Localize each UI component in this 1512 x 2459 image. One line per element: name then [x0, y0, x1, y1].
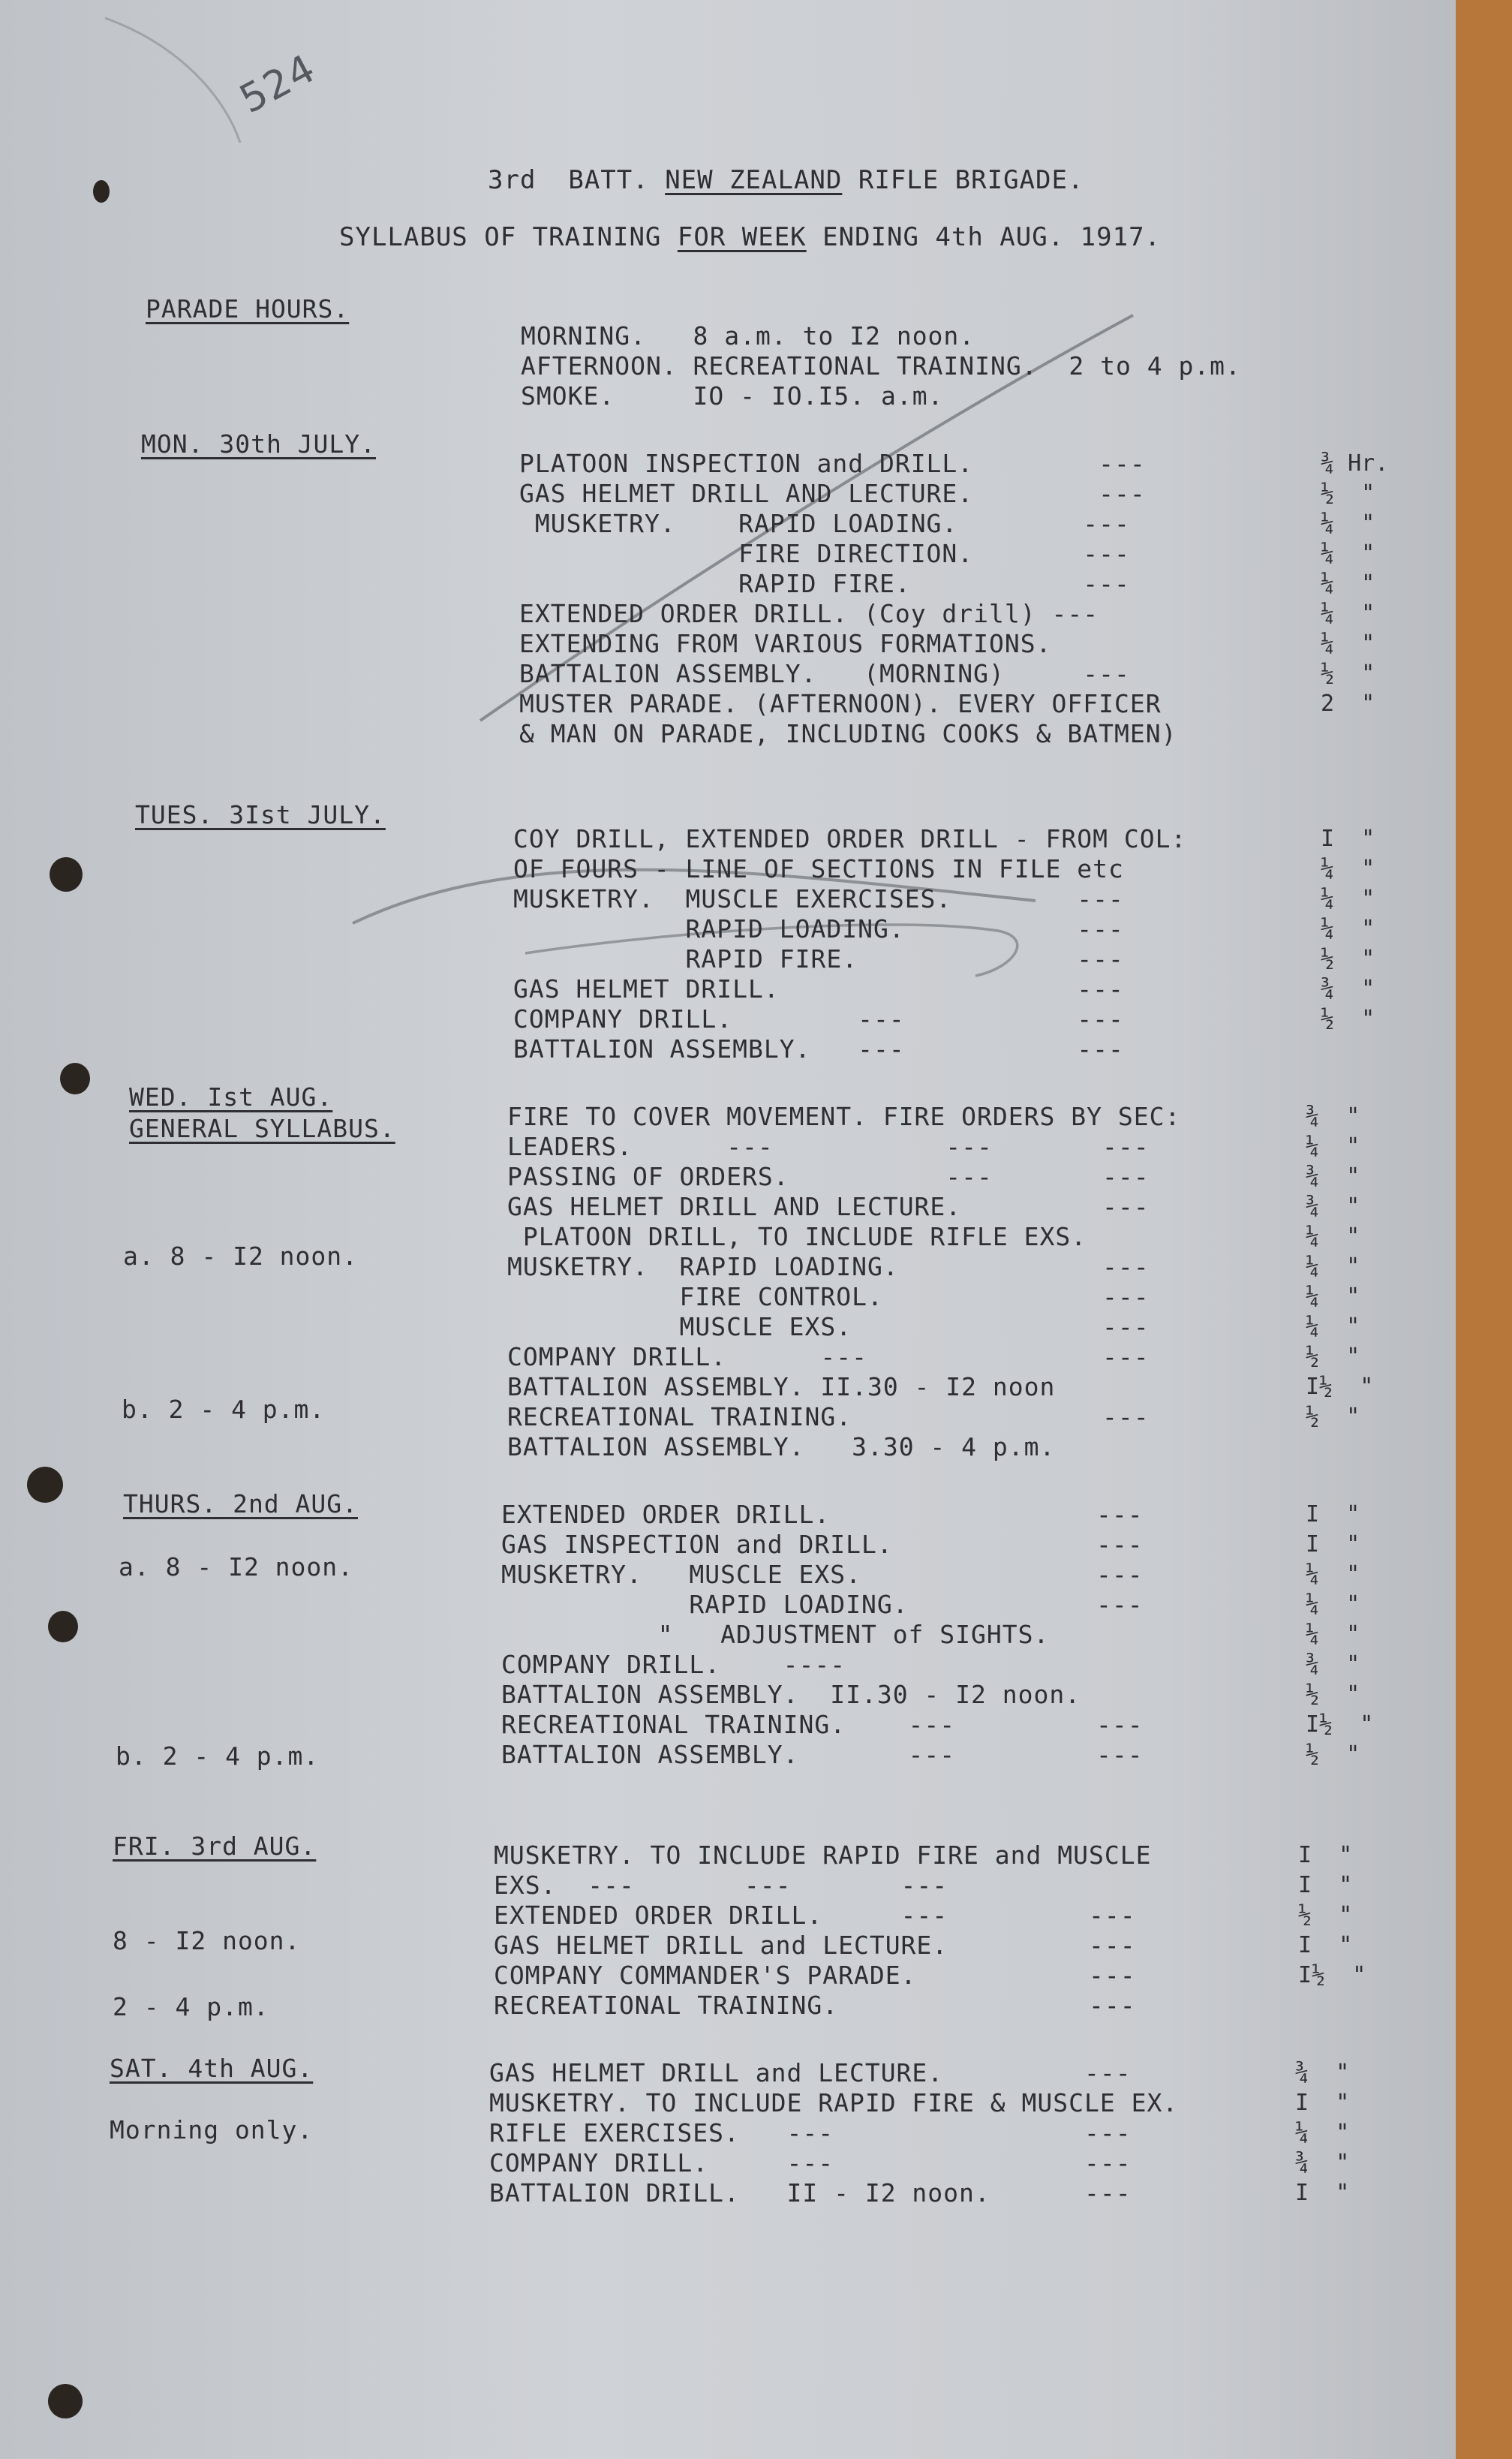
entry-line: BATTALION ASSEMBLY. 3.30 - 4 p.m.	[507, 1432, 1056, 1461]
entry-line: EXTENDING FROM VARIOUS FORMATIONS.	[519, 629, 1052, 658]
morning-only-note: Morning only.	[110, 2115, 314, 2144]
entry-line: MUSTER PARADE. (AFTERNOON). EVERY OFFICER	[519, 689, 1162, 718]
parade-hours-line: SMOKE. IO - IO.I5. a.m.	[521, 381, 944, 411]
hours-value: I "	[1295, 2180, 1350, 2206]
entry-line: BATTALION ASSEMBLY. --- ---	[513, 1034, 1124, 1064]
hours-value: ½ "	[1321, 661, 1375, 687]
entry-line: MUSKETRY. TO INCLUDE RAPID FIRE and MUSCLE	[494, 1840, 1152, 1870]
hours-value: ¼ "	[1321, 856, 1375, 882]
hours-value: I½ "	[1306, 1711, 1374, 1738]
friday-entries	[494, 1840, 1151, 2021]
title-for-week: FOR WEEK	[677, 222, 807, 252]
hours-value: ¼ "	[1295, 2120, 1350, 2146]
entry-line: EXTENDED ORDER DRILL. --- ---	[494, 1901, 1136, 1930]
day-label-thursday: THURS. 2nd AUG.	[123, 1489, 359, 1518]
time-slot-afternoon: b. 2 - 4 p.m.	[122, 1395, 326, 1424]
day-label-wednesday: WED. Ist AUG.	[129, 1082, 333, 1112]
entry-line: & MAN ON PARADE, INCLUDING COOKS & BATMEN)	[519, 719, 1177, 748]
hours-value: ¾ "	[1321, 976, 1375, 1002]
hours-value: ½ "	[1321, 1006, 1375, 1032]
hours-value: ½ "	[1321, 946, 1375, 972]
entry-line: RECREATIONAL TRAINING. ---	[507, 1402, 1150, 1431]
hours-value: ¾ "	[1306, 1651, 1360, 1678]
hours-value: ¼ "	[1321, 916, 1375, 942]
hours-value: ¼ "	[1321, 600, 1375, 627]
hours-value: ½ "	[1306, 1404, 1360, 1430]
thursday-hours	[1306, 1500, 1373, 1770]
hours-value: I "	[1306, 1501, 1360, 1527]
entry-line: RECREATIONAL TRAINING. --- ---	[501, 1710, 1144, 1739]
archive-number: 524	[233, 45, 324, 123]
parade-hours-line: AFTERNOON. RECREATIONAL TRAINING. 2 to 4 p.m.	[521, 351, 1241, 381]
entry-line: MUSKETRY. RAPID LOADING. ---	[519, 509, 1130, 538]
entry-line: MUSKETRY. RAPID LOADING. ---	[507, 1252, 1150, 1281]
hours-value: ¼ "	[1321, 631, 1375, 657]
day-label-saturday: SAT. 4th AUG.	[110, 2054, 314, 2083]
entry-line: GAS HELMET DRILL AND LECTURE. ---	[519, 479, 1146, 508]
day-label-tuesday: TUES. 3Ist JULY.	[135, 800, 386, 829]
entry-line: RAPID FIRE. ---	[513, 944, 1124, 974]
hours-value: I "	[1298, 1932, 1353, 1958]
day-label-friday: FRI. 3rd AUG.	[113, 1831, 317, 1861]
wednesday-entries	[507, 1102, 1180, 1462]
hours-value: I½ "	[1306, 1374, 1374, 1400]
hours-value: I "	[1306, 1531, 1360, 1558]
hours-value: ¼ "	[1306, 1133, 1360, 1160]
hours-value: ¼ "	[1321, 886, 1375, 912]
entry-line: GAS HELMET DRILL and LECTURE. ---	[489, 2058, 1132, 2087]
entry-line: GAS HELMET DRILL AND LECTURE. ---	[507, 1192, 1150, 1221]
entry-line: EXTENDED ORDER DRILL. ---	[501, 1500, 1144, 1529]
hours-value: I½ "	[1298, 1962, 1366, 1988]
entry-line: BATTALION DRILL. II - I2 noon. ---	[489, 2178, 1132, 2208]
hours-value: ¼ "	[1306, 1223, 1360, 1250]
hours-value: ¾ "	[1306, 1193, 1360, 1220]
entry-line: FIRE CONTROL. ---	[507, 1282, 1150, 1311]
time-slot-morning: a. 8 - I2 noon.	[123, 1242, 359, 1271]
entry-line: COY DRILL, EXTENDED ORDER DRILL - FROM COL:	[513, 824, 1187, 853]
title-unit: NEW ZEALAND	[665, 165, 843, 195]
entry-line: GAS HELMET DRILL and LECTURE. ---	[494, 1931, 1136, 1960]
time-slot-afternoon: b. 2 - 4 p.m.	[116, 1741, 320, 1771]
entry-line: MUSCLE EXS. ---	[507, 1312, 1150, 1341]
day-label-monday: MON. 30th JULY.	[141, 429, 377, 459]
title-line-1	[488, 165, 1084, 195]
entry-line: PASSING OF ORDERS. --- ---	[507, 1162, 1150, 1191]
time-slot-morning: a. 8 - I2 noon.	[119, 1552, 354, 1582]
time-slot-morning: 8 - I2 noon.	[113, 1926, 301, 1955]
entry-line: RAPID LOADING. ---	[501, 1590, 1144, 1619]
hours-value: 2 "	[1321, 691, 1375, 717]
thursday-entries	[501, 1500, 1144, 1770]
entry-line: MUSKETRY. MUSCLE EXS. ---	[501, 1560, 1144, 1589]
entry-line: MUSKETRY. TO INCLUDE RAPID FIRE & MUSCLE EX.	[489, 2088, 1179, 2117]
hours-value: ¼ "	[1306, 1284, 1360, 1310]
entry-line: RIFLE EXERCISES. --- ---	[489, 2118, 1132, 2147]
hours-value: I "	[1298, 1842, 1353, 1868]
entry-line: GAS INSPECTION and DRILL. ---	[501, 1530, 1144, 1559]
hours-value: ¾ "	[1295, 2150, 1350, 2176]
entry-line: OF FOURS - LINE OF SECTIONS IN FILE etc	[513, 854, 1124, 883]
time-slot-afternoon: 2 - 4 p.m.	[113, 1992, 269, 2021]
hours-value: ¾ Hr.	[1321, 450, 1389, 477]
hours-value: ¼ "	[1306, 1314, 1360, 1340]
hours-value: ¼ "	[1306, 1591, 1360, 1618]
saturday-hours	[1295, 2058, 1349, 2208]
entry-line: EXTENDED ORDER DRILL. (Coy drill) ---	[519, 599, 1099, 628]
hours-value: I "	[1295, 2090, 1350, 2116]
entry-line: COMPANY DRILL. ----	[501, 1650, 846, 1679]
entry-line: COMPANY DRILL. --- ---	[507, 1342, 1150, 1371]
hours-value: ½ "	[1306, 1344, 1360, 1370]
title-week-ending: ENDING 4th AUG. 1917.	[822, 222, 1162, 252]
title-batt: 3rd BATT.	[488, 165, 649, 195]
entry-line: BATTALION ASSEMBLY. II.30 - I2 noon.	[501, 1680, 1081, 1709]
entry-line: PLATOON DRILL, TO INCLUDE RIFLE EXS.	[507, 1222, 1087, 1251]
entry-line: GAS HELMET DRILL. ---	[513, 974, 1124, 1004]
general-syllabus-label: GENERAL SYLLABUS.	[129, 1114, 395, 1143]
parade-hours-label: PARADE HOURS.	[146, 294, 350, 324]
monday-hours	[1321, 449, 1388, 719]
hours-value: ¾ "	[1295, 2060, 1350, 2086]
title-line-2	[339, 222, 1161, 252]
hours-value: ¼ "	[1321, 510, 1375, 537]
entry-line: RECREATIONAL TRAINING. ---	[494, 1991, 1136, 2020]
monday-entries	[519, 449, 1177, 749]
hours-value: ¼ "	[1321, 540, 1375, 567]
entry-line: LEADERS. --- --- ---	[507, 1132, 1150, 1161]
entry-line: RAPID LOADING. ---	[513, 914, 1124, 944]
entry-line: BATTALION ASSEMBLY. II.30 - I2 noon	[507, 1372, 1056, 1401]
entry-line: " ADJUSTMENT of SIGHTS.	[501, 1620, 1050, 1649]
hours-value: ½ "	[1321, 480, 1375, 507]
tuesday-hours	[1321, 824, 1375, 1034]
entry-line: FIRE TO COVER MOVEMENT. FIRE ORDERS BY SEC:	[507, 1102, 1181, 1131]
saturday-entries	[489, 2058, 1178, 2208]
entry-line: MUSKETRY. MUSCLE EXERCISES. ---	[513, 884, 1124, 913]
hours-value: ½ "	[1298, 1902, 1353, 1928]
entry-line: PLATOON INSPECTION and DRILL. ---	[519, 449, 1146, 478]
title-brigade: RIFLE BRIGADE.	[858, 165, 1084, 195]
hours-value: ½ "	[1306, 1741, 1360, 1768]
entry-line: COMPANY COMMANDER'S PARADE. ---	[494, 1961, 1136, 1990]
entry-line: FIRE DIRECTION. ---	[519, 539, 1130, 568]
entry-line: COMPANY DRILL. --- ---	[513, 1004, 1124, 1034]
wednesday-hours	[1306, 1102, 1373, 1432]
hours-value: ½ "	[1306, 1681, 1360, 1708]
parade-hours-line: MORNING. 8 a.m. to I2 noon.	[521, 321, 975, 351]
entry-line: COMPANY DRILL. --- ---	[489, 2148, 1132, 2178]
hours-value: ¼ "	[1306, 1561, 1360, 1588]
hours-value: ¾ "	[1306, 1163, 1360, 1190]
hours-value: ¾ "	[1306, 1103, 1360, 1130]
tuesday-entries	[513, 824, 1186, 1064]
entry-line: RAPID FIRE. ---	[519, 569, 1130, 598]
hours-value: ¼ "	[1321, 570, 1375, 597]
entry-line: BATTALION ASSEMBLY. (MORNING) ---	[519, 659, 1130, 688]
title-syllabus: SYLLABUS OF TRAINING	[339, 222, 662, 252]
hours-value: I "	[1321, 826, 1375, 852]
hours-value: ¼ "	[1306, 1254, 1360, 1280]
entry-line: EXS. --- --- ---	[494, 1871, 948, 1900]
hours-value: I "	[1298, 1872, 1353, 1898]
friday-hours	[1298, 1840, 1366, 1991]
hours-value: ¼ "	[1306, 1621, 1360, 1648]
entry-line: BATTALION ASSEMBLY. --- ---	[501, 1740, 1144, 1769]
